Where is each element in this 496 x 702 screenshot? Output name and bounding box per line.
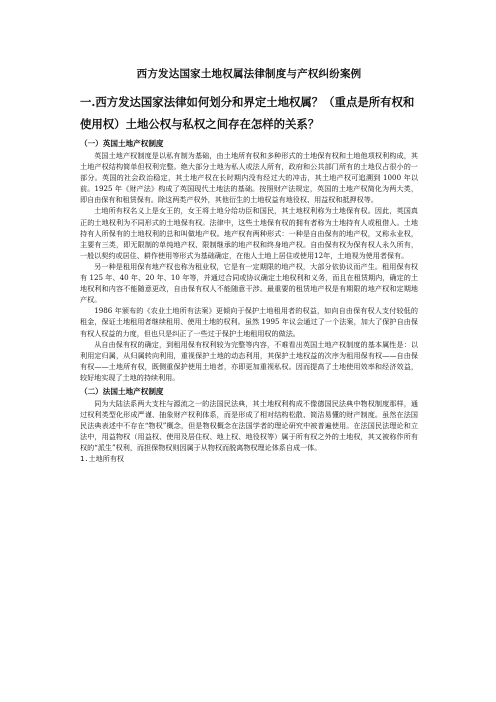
- paragraph: 英国土地产权制度是以私有制为基础，由土地所有权和多种形式的土地保有权和土地他项权利构成，其土地产权结构简单但权利完整。绝大部分土地为私人或法人所有，政府和公共部门所有的土地仅占很小的一部分。英国的社会政治稳定，其土地产权在长时期内没有经过大的冲击，其土地产权可追溯到 1000 年以前。1925 年《财产法》构成了英国现代土地法的基础。按照财产法规定，英国的土地产权简化为两大类，即自由保有和租赁保有。除这两类产权外，其他衍生的土地权益有地役权、用益权和抵押权等。: [80, 151, 418, 205]
- subheading-uk: （一）英国土地产权制度: [80, 139, 164, 148]
- paragraph: 同为大陆法系两大支柱与源流之一的法国民法典，其土地权利构成不像德国民法典中物权制度那样，通过权利类型化形成严谨、抽象财产权利体系，而是形成了相对结构松散、简洁易懂的财产制度。虽然在法国民法典表述中不存在“物权”概念，但是物权概念在法国学者的理论研究中被普遍使用。在法国民法理论和立法中，用益物权（用益权、使用及居住权、地上权、地役权等）属于所有权之外的土地权，其又被称作所有权的“派生”权利，而担保物权则因属于从物权而脱离物权理论体系自成一体。: [80, 398, 418, 453]
- list-item-heading: 1.土地所有权: [80, 454, 125, 464]
- paragraph: 1986 年颁布的《农业土地所有法案》更倾向于保护土地租用者的权益，如向自由保有权人支付较低的租金，保证土地租用者继续租用、使用土地的权利。虽然 1995 年议会通过了一个法案，加大了保护自由保有权人权益的力度，但也只是纠正了一些过于保护土地租用权的做法。: [80, 306, 418, 338]
- paragraph: 从自由保有权的确定，到租用保有权利较为完整等内容，不难看出英国土地产权制度的基本属性是：以利用定归属，从归属转向利用，重视保护土地的动态利用，其保护土地权益的次序为租用保有权——自由保有权——土地所有权，既侧重保护使用土地者，亦即更加重视私权。因而提高了土地使用效率和经济效益，较好地实现了土地的持续利用。: [80, 339, 418, 382]
- document-title: 西方发达国家土地权属法律制度与产权纠纷案例: [136, 68, 362, 80]
- section-heading-1: 一.西方发达国家法律如何划分和界定土地权属？（重点是所有权和使用权）土地公权与私权之间存在怎样的关系？: [80, 95, 415, 131]
- paragraph: 另一种是租用保有地产权也称为租业权，它是有一定期限的地产权，大部分依协议而产生。租用保有权有 125 年、40 年、20 年、10 年等，并通过合同或协议确定土地权利和义务，而且在租赁期内，确定的土地权利和内容不能随意更改，自由保有权人不能随意干涉。最重要的租赁地产权是有期限的地产权和定期地产权。: [80, 261, 418, 305]
- subheading-france: （二）法国土地产权制度: [80, 386, 164, 396]
- paragraph: 土地所有权名义上是女王的，女王将土地分给功臣和国民，其土地权利称为土地保有权。因此，英国真正的土地权利为不同形式的土地保有权。法律中，这些土地保有权的拥有者称为土地持有人或租借人。土地持有人所保有的土地权利的总和叫做地产权。地产权有两种形式：一种是自由保有的地产权，又称永业权，主要有三类，即无限制的单纯地产权、限制继承的地产权和终身地产权。自由保有权为保有权人永久所有，一般以契约或居住、耕作使用等形式为基础确定，在他人土地上居住或使用12年，土地视为使用者保有。: [80, 206, 418, 260]
- document-page: [80, 66, 418, 465]
